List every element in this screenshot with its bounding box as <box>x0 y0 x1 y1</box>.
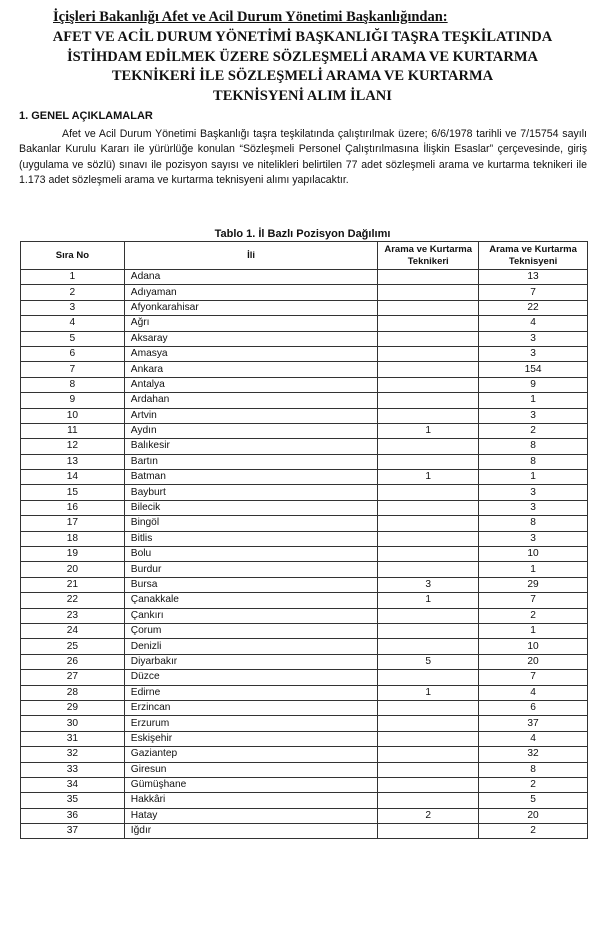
cell-teknisyen-count: 2 <box>479 608 588 623</box>
cell-province: Bingöl <box>124 516 378 531</box>
cell-tekniker-count: 3 <box>378 577 479 592</box>
cell-teknisyen-count: 5 <box>479 793 588 808</box>
table-row <box>21 700 588 715</box>
table-body <box>21 270 588 839</box>
cell-teknisyen-count: 13 <box>479 270 588 285</box>
cell-order-no: 37 <box>21 824 125 839</box>
cell-order-no: 6 <box>21 346 125 361</box>
cell-tekniker-count <box>378 331 479 346</box>
cell-teknisyen-count: 20 <box>479 808 588 823</box>
cell-order-no: 18 <box>21 531 125 546</box>
cell-province: Erzincan <box>124 700 378 715</box>
cell-province: Gaziantep <box>124 747 378 762</box>
section-title: 1. GENEL AÇIKLAMALAR <box>19 110 153 122</box>
general-explanation-paragraph: Afet ve Acil Durum Yönetimi Başkanlığı taşra teşkilatında çalıştırılmak üzere; 6/6/1978 tarihli ve 7/15754 sayılı Bakanlar Kurulu Kararı ile yürürlüğe konulan “Sözleşmeli Personel Çalıştırılmasına İlişkin Esaslar” çerçevesinde, giriş (uygulama ve sözlü) sınavı ile pozisyon sayısı ve nitelikleri belirtilen 77 adet sözleşmeli arama ve kurtarma teknikeri ile 1.173 adet sözleşmeli arama ve kurtarma teknisyeni alımı yapılacaktır. <box>19 128 587 186</box>
cell-order-no: 5 <box>21 331 125 346</box>
cell-teknisyen-count: 37 <box>479 716 588 731</box>
cell-teknisyen-count: 2 <box>479 824 588 839</box>
cell-tekniker-count <box>378 316 479 331</box>
cell-order-no: 9 <box>21 393 125 408</box>
cell-province: Adıyaman <box>124 285 378 300</box>
cell-teknisyen-count: 3 <box>479 346 588 361</box>
cell-province: Giresun <box>124 762 378 777</box>
cell-teknisyen-count: 8 <box>479 454 588 469</box>
cell-order-no: 33 <box>21 762 125 777</box>
table-row <box>21 408 588 423</box>
cell-province: Ardahan <box>124 393 378 408</box>
cell-teknisyen-count: 1 <box>479 470 588 485</box>
table-row <box>21 654 588 669</box>
cell-teknisyen-count: 8 <box>479 516 588 531</box>
cell-teknisyen-count: 9 <box>479 377 588 392</box>
cell-teknisyen-count: 10 <box>479 547 588 562</box>
table-row <box>21 716 588 731</box>
cell-tekniker-count <box>378 500 479 515</box>
cell-province: Bitlis <box>124 531 378 546</box>
cell-province: Hakkâri <box>124 793 378 808</box>
heading-line: AFET VE ACİL DURUM YÖNETİMİ BAŞKANLIĞI TAŞRA TEŞKİLATINDA <box>52 29 553 45</box>
cell-tekniker-count <box>378 747 479 762</box>
table-row <box>21 316 588 331</box>
cell-teknisyen-count: 8 <box>479 439 588 454</box>
cell-teknisyen-count: 6 <box>479 700 588 715</box>
cell-tekniker-count <box>378 408 479 423</box>
table-row <box>21 593 588 608</box>
cell-order-no: 11 <box>21 423 125 438</box>
cell-tekniker-count <box>378 824 479 839</box>
table-row <box>21 777 588 792</box>
heading-line: TEKNİSYENİ ALIM İLANI <box>213 87 392 104</box>
cell-tekniker-count <box>378 670 479 685</box>
cell-teknisyen-count: 8 <box>479 762 588 777</box>
cell-order-no: 16 <box>21 500 125 515</box>
table-row <box>21 423 588 438</box>
cell-tekniker-count <box>378 700 479 715</box>
cell-order-no: 27 <box>21 670 125 685</box>
table-row <box>21 623 588 638</box>
cell-order-no: 35 <box>21 793 125 808</box>
cell-order-no: 26 <box>21 654 125 669</box>
cell-province: Eskişehir <box>124 731 378 746</box>
cell-tekniker-count: 1 <box>378 593 479 608</box>
cell-teknisyen-count: 4 <box>479 731 588 746</box>
cell-order-no: 19 <box>21 547 125 562</box>
cell-order-no: 36 <box>21 808 125 823</box>
cell-order-no: 31 <box>21 731 125 746</box>
cell-order-no: 15 <box>21 485 125 500</box>
table-row <box>21 824 588 839</box>
cell-tekniker-count: 5 <box>378 654 479 669</box>
cell-order-no: 17 <box>21 516 125 531</box>
announcement-heading <box>0 28 605 106</box>
cell-province: Batman <box>124 470 378 485</box>
cell-tekniker-count: 1 <box>378 685 479 700</box>
heading-line: İSTİHDAM EDİLMEK ÜZERE SÖZLEŞMELİ ARAMA VE KURTARMA <box>66 48 539 65</box>
cell-order-no: 4 <box>21 316 125 331</box>
table-row <box>21 808 588 823</box>
cell-teknisyen-count: 7 <box>479 593 588 608</box>
cell-order-no: 24 <box>21 623 125 638</box>
table-row <box>21 285 588 300</box>
table-row <box>21 300 588 315</box>
cell-teknisyen-count: 2 <box>479 777 588 792</box>
cell-province: Bursa <box>124 577 378 592</box>
cell-order-no: 25 <box>21 639 125 654</box>
cell-province: Çorum <box>124 623 378 638</box>
cell-province: Amasya <box>124 346 378 361</box>
cell-order-no: 22 <box>21 593 125 608</box>
cell-teknisyen-count: 154 <box>479 362 588 377</box>
cell-order-no: 28 <box>21 685 125 700</box>
cell-tekniker-count <box>378 485 479 500</box>
cell-province: Artvin <box>124 408 378 423</box>
cell-order-no: 32 <box>21 747 125 762</box>
cell-tekniker-count <box>378 762 479 777</box>
cell-province: Ağrı <box>124 316 378 331</box>
cell-teknisyen-count: 1 <box>479 562 588 577</box>
cell-tekniker-count <box>378 777 479 792</box>
table-row <box>21 639 588 654</box>
cell-tekniker-count <box>378 393 479 408</box>
cell-province: Erzurum <box>124 716 378 731</box>
table-row <box>21 685 588 700</box>
cell-teknisyen-count: 3 <box>479 331 588 346</box>
issuer-line: İçişleri Bakanlığı Afet ve Acil Durum Yönetimi Başkanlığından: <box>53 9 448 25</box>
cell-province: Edirne <box>124 685 378 700</box>
table-row <box>21 793 588 808</box>
table-row <box>21 731 588 746</box>
cell-order-no: 30 <box>21 716 125 731</box>
cell-province: Denizli <box>124 639 378 654</box>
cell-province: Çankırı <box>124 608 378 623</box>
cell-tekniker-count <box>378 608 479 623</box>
header-technician-senior: Arama ve Kurtarma Teknikeri <box>378 242 479 270</box>
table-row <box>21 470 588 485</box>
table-row <box>21 485 588 500</box>
cell-province: Düzce <box>124 670 378 685</box>
table-row <box>21 270 588 285</box>
table-row <box>21 531 588 546</box>
cell-order-no: 14 <box>21 470 125 485</box>
cell-province: Burdur <box>124 562 378 577</box>
cell-order-no: 20 <box>21 562 125 577</box>
header-order-no: Sıra No <box>21 242 125 270</box>
cell-tekniker-count <box>378 439 479 454</box>
cell-teknisyen-count: 7 <box>479 670 588 685</box>
cell-tekniker-count <box>378 639 479 654</box>
cell-teknisyen-count: 1 <box>479 393 588 408</box>
cell-order-no: 29 <box>21 700 125 715</box>
table-row <box>21 608 588 623</box>
cell-order-no: 2 <box>21 285 125 300</box>
cell-teknisyen-count: 2 <box>479 423 588 438</box>
cell-province: Diyarbakır <box>124 654 378 669</box>
cell-province: Adana <box>124 270 378 285</box>
cell-province: Hatay <box>124 808 378 823</box>
table-row <box>21 547 588 562</box>
cell-order-no: 12 <box>21 439 125 454</box>
cell-tekniker-count <box>378 531 479 546</box>
table-row <box>21 747 588 762</box>
cell-province: Afyonkarahisar <box>124 300 378 315</box>
cell-province: Bayburt <box>124 485 378 500</box>
cell-teknisyen-count: 32 <box>479 747 588 762</box>
cell-order-no: 8 <box>21 377 125 392</box>
table-row <box>21 454 588 469</box>
cell-province: Gümüşhane <box>124 777 378 792</box>
cell-tekniker-count <box>378 285 479 300</box>
cell-province: Bartın <box>124 454 378 469</box>
cell-teknisyen-count: 29 <box>479 577 588 592</box>
cell-teknisyen-count: 10 <box>479 639 588 654</box>
cell-tekniker-count <box>378 623 479 638</box>
cell-province: Çanakkale <box>124 593 378 608</box>
cell-order-no: 13 <box>21 454 125 469</box>
cell-tekniker-count <box>378 516 479 531</box>
position-distribution-table <box>20 241 588 839</box>
table-caption: Tablo 1. İl Bazlı Pozisyon Dağılımı <box>214 228 391 240</box>
cell-province: Ankara <box>124 362 378 377</box>
cell-tekniker-count <box>378 562 479 577</box>
cell-province: Aydın <box>124 423 378 438</box>
table-row <box>21 362 588 377</box>
cell-teknisyen-count: 4 <box>479 685 588 700</box>
table-row <box>21 346 588 361</box>
cell-order-no: 1 <box>21 270 125 285</box>
table-row <box>21 516 588 531</box>
cell-tekniker-count <box>378 270 479 285</box>
cell-teknisyen-count: 4 <box>479 316 588 331</box>
cell-teknisyen-count: 7 <box>479 285 588 300</box>
cell-tekniker-count: 2 <box>378 808 479 823</box>
cell-province: Iğdır <box>124 824 378 839</box>
cell-teknisyen-count: 1 <box>479 623 588 638</box>
cell-teknisyen-count: 20 <box>479 654 588 669</box>
cell-province: Balıkesir <box>124 439 378 454</box>
cell-tekniker-count <box>378 731 479 746</box>
cell-order-no: 10 <box>21 408 125 423</box>
cell-teknisyen-count: 3 <box>479 531 588 546</box>
table-header-row <box>21 242 588 270</box>
cell-teknisyen-count: 3 <box>479 485 588 500</box>
cell-order-no: 23 <box>21 608 125 623</box>
cell-tekniker-count: 1 <box>378 423 479 438</box>
cell-order-no: 34 <box>21 777 125 792</box>
cell-tekniker-count: 1 <box>378 470 479 485</box>
cell-tekniker-count <box>378 346 479 361</box>
cell-teknisyen-count: 3 <box>479 408 588 423</box>
table-row <box>21 393 588 408</box>
table-row <box>21 670 588 685</box>
table-row <box>21 500 588 515</box>
table-row <box>21 331 588 346</box>
cell-tekniker-count <box>378 454 479 469</box>
heading-line: TEKNİKERİ İLE SÖZLEŞMELİ ARAMA VE KURTARMA <box>111 68 494 84</box>
cell-province: Antalya <box>124 377 378 392</box>
cell-order-no: 21 <box>21 577 125 592</box>
table-row <box>21 577 588 592</box>
cell-teknisyen-count: 3 <box>479 500 588 515</box>
cell-tekniker-count <box>378 547 479 562</box>
cell-province: Bilecik <box>124 500 378 515</box>
header-technician: Arama ve Kurtarma Teknisyeni <box>479 242 588 270</box>
cell-tekniker-count <box>378 793 479 808</box>
cell-teknisyen-count: 22 <box>479 300 588 315</box>
cell-order-no: 7 <box>21 362 125 377</box>
header-province: İli <box>124 242 378 270</box>
cell-province: Bolu <box>124 547 378 562</box>
cell-tekniker-count <box>378 716 479 731</box>
cell-order-no: 3 <box>21 300 125 315</box>
cell-tekniker-count <box>378 362 479 377</box>
cell-tekniker-count <box>378 300 479 315</box>
table-row <box>21 762 588 777</box>
table-row <box>21 562 588 577</box>
cell-tekniker-count <box>378 377 479 392</box>
table-row <box>21 439 588 454</box>
cell-province: Aksaray <box>124 331 378 346</box>
table-row <box>21 377 588 392</box>
